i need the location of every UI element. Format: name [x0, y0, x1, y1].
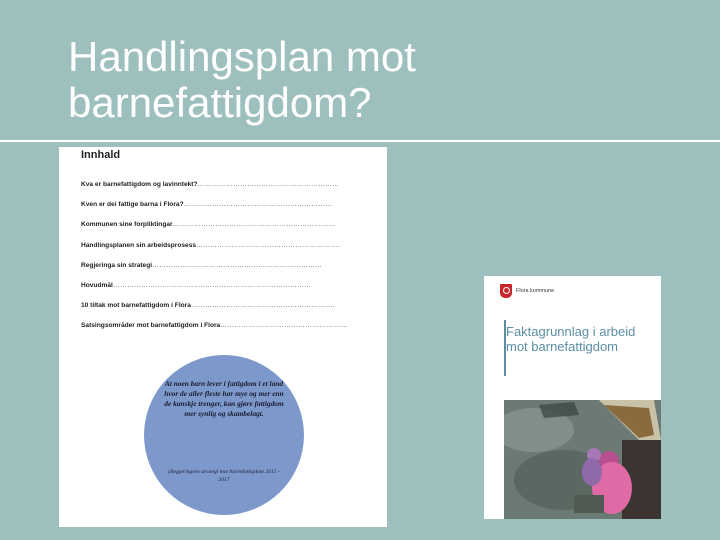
toc-item-leader: ……………………………………………………………… [152, 261, 323, 269]
slide-title [68, 34, 668, 126]
municipality-logo [500, 282, 554, 300]
toc-item [81, 181, 371, 201]
toc-item-leader: …………………………………………………… [197, 181, 340, 188]
toc-item [81, 322, 371, 342]
toc-item-label: Regjeringa sin strategi [81, 261, 153, 269]
toc-item-label: Kven er dei fattige barna i Flora? [81, 201, 184, 209]
toc-item-label: Kommunen sine forpliktingar [81, 221, 173, 229]
toc-item-label: 10 tiltak mot barnefattigdom i Flora [81, 302, 191, 310]
toc-item-label: Hovudmål [81, 281, 113, 289]
toc-item [81, 221, 371, 241]
children-by-water-photo [504, 400, 661, 519]
toc-item-leader: ……………………………………………… [220, 322, 348, 330]
toc-item-label: Kva er barnefattigdom og lavinntekt? [81, 181, 198, 188]
toc-item-leader: ……………………………………………………. [190, 302, 336, 310]
toc-item [81, 302, 371, 322]
coat-of-arms-icon [500, 284, 512, 298]
quote-circle [144, 355, 304, 515]
toc-heading: Innhald [81, 149, 121, 161]
toc-item-leader: ……………………………………………………. [196, 241, 341, 249]
toc-item [81, 262, 371, 282]
quote-source: (Regjeringens strategi mot barnefattigdom 2015 - 2017 [168, 469, 280, 483]
toc-item [81, 282, 371, 302]
toc-item-label: Handlingsplanen sin arbeidsprosess [81, 241, 197, 249]
slide-title-line-1: Handlingsplan mot [68, 33, 416, 80]
cover-photo [504, 400, 661, 519]
toc-item-label: Satsingsområder mot barnefattigdom i Flora [81, 322, 221, 330]
title-divider [0, 140, 720, 142]
toc-item-leader: …………………………………………………………… [172, 221, 336, 229]
municipality-name: Flora kommune [516, 288, 555, 294]
cover-title: Faktagrunnlag i arbeid mot barnefattigdom [506, 324, 636, 354]
quote-text: At noen barn lever i fattigdom i et land hvor de aller fleste har mye og mer enn de kanskje trenger, kan gjøre fattigdom mer synlig og skambelagt. [164, 379, 284, 418]
report-cover-image [484, 276, 661, 519]
table-of-contents-image [59, 147, 387, 527]
toc-item [81, 242, 371, 262]
slide-title-line-2: barnefattigdom? [68, 79, 372, 126]
toc-item-leader: ……………………………………………………… [183, 201, 333, 209]
toc-item [81, 201, 371, 221]
toc-item-leader: ………………………………………………………………………… [112, 281, 312, 289]
toc-list [81, 181, 371, 343]
